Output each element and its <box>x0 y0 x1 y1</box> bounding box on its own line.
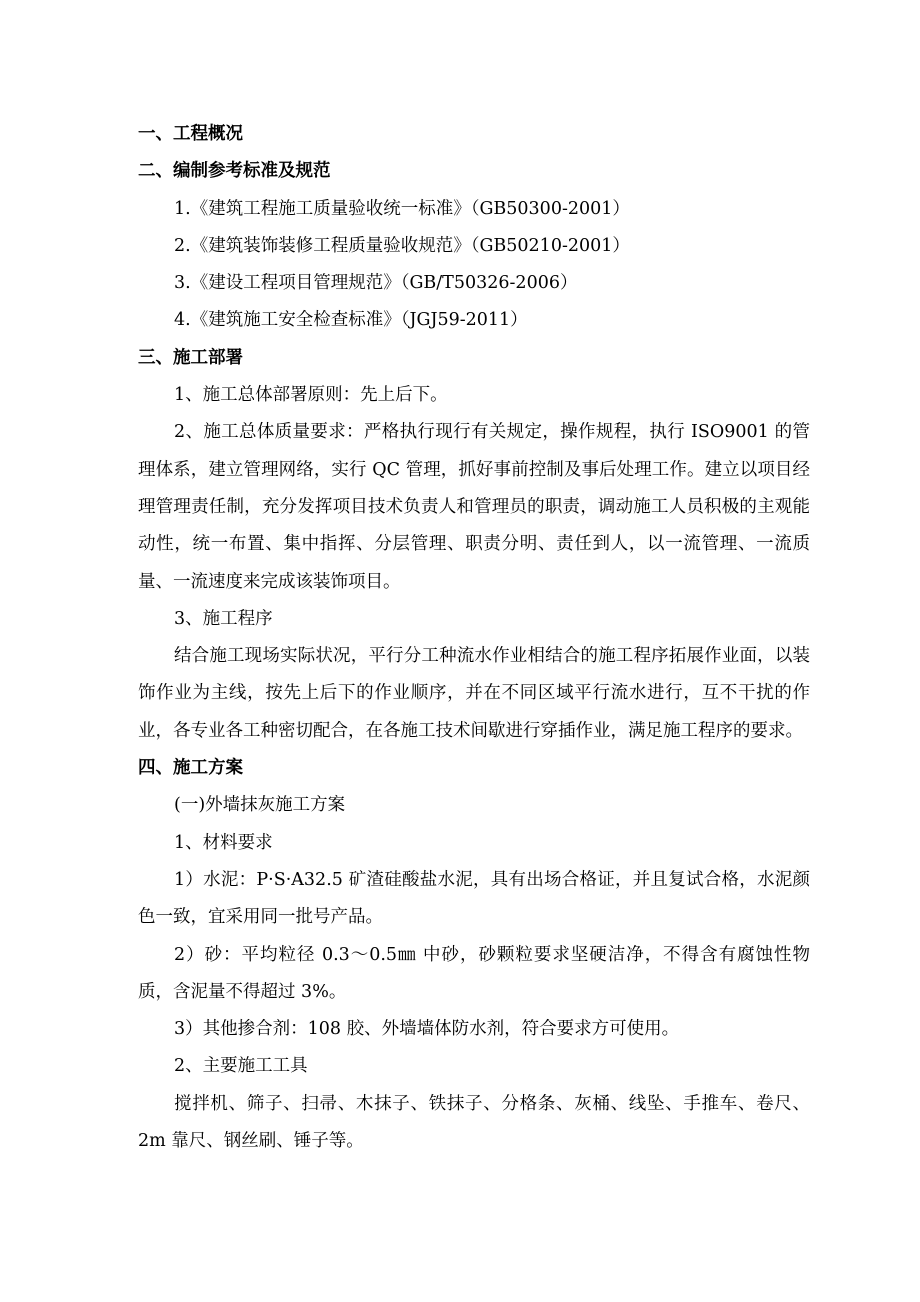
section-2-title: 二、编制参考标准及规范 <box>138 161 331 182</box>
material-sand: 2）砂：平均粒径 0.3～0.5㎜ 中砂，砂颗粒要求坚硬洁净，不得含有腐蚀性物质，含泥量不得超过 3%。 <box>138 944 810 1002</box>
construction-procedure-paragraph: 结合施工现场实际状况，平行分工种流水作业相结合的施工程序拓展作业面，以装饰作业为主线，按先上后下的作业顺序，并在不同区域平行流水进行，互不干扰的作业，各专业各工种密切配合，在各施工技术间歇进行穿插作业，满足施工程序的要求。 <box>138 646 810 741</box>
plastering-plan-title: (一)外墙抹灰施工方案 <box>174 795 346 816</box>
material-admixture: 3）其他掺合剂：108 胶、外墙墙体防水剂，符合要求方可使用。 <box>174 1019 680 1040</box>
section-1-title: 一、工程概况 <box>138 124 243 144</box>
document-body <box>138 116 810 1160</box>
quality-requirement-paragraph: 2、施工总体质量要求：严格执行现行有关规定，操作规程，执行 ISO9001 的管理体系，建立管理网络，实行 QC 管理，抓好事前控制及事后处理工作。建立以项目经理管理责任制，充分发挥项目技术负责人和管理员的职责，调动施工人员积极的主观能动性，统一布置、集中指挥、分层管理、职责分明、责任到人，以一流管理、一流质量、一流速度来完成该装饰项目。 <box>138 422 810 592</box>
tools-list-paragraph: 搅拌机、筛子、扫帚、木抹子、铁抹子、分格条、灰桶、线坠、手推车、卷尺、2m 靠尺、钢丝刷、锤子等。 <box>138 1093 810 1152</box>
standard-item-1: 1.《建筑工程施工质量验收统一标准》（GB50300-2001） <box>174 198 630 219</box>
deployment-principle: 1、施工总体部署原则：先上后下。 <box>174 385 448 406</box>
standard-item-2: 2.《建筑装饰装修工程质量验收规范》（GB50210-2001） <box>174 235 630 256</box>
tools-title: 2、主要施工工具 <box>174 1056 308 1077</box>
standard-item-4: 4.《建筑施工安全检查标准》（JGJ59-2011） <box>174 310 528 331</box>
material-requirements-title: 1、材料要求 <box>174 832 273 853</box>
construction-procedure-title: 3、施工程序 <box>174 608 273 629</box>
material-cement: 1）水泥：P·S·A32.5 矿渣硅酸盐水泥，具有出场合格证，并且复试合格，水泥颜色一致，宜采用同一批号产品。 <box>138 869 810 928</box>
section-4-title: 四、施工方案 <box>138 758 243 779</box>
standard-item-3: 3.《建设工程项目管理规范》（GB/T50326-2006） <box>174 273 578 294</box>
section-3-title: 三、施工部署 <box>138 347 243 368</box>
